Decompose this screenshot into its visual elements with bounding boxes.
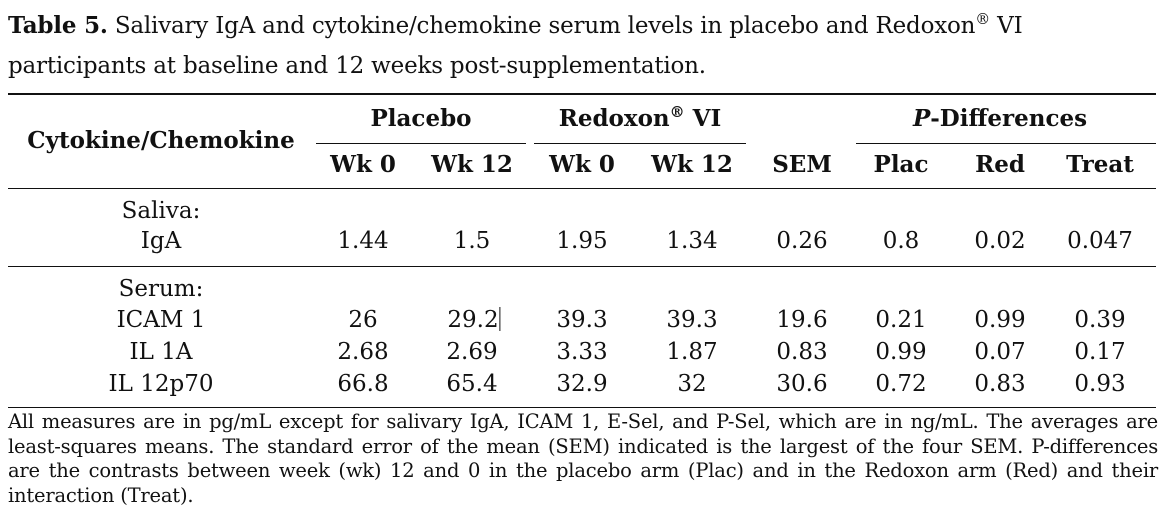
table-cell: 2.68 [337,339,389,365]
table-cell: 0.21 [875,307,927,333]
section-rule [8,266,1156,267]
table-cell: 65.4 [446,371,498,397]
table-cell: 39.3 [666,307,718,333]
table-cell: 2.69 [446,339,498,365]
table-footnote: All measures are in pg/mL except for salivary IgA, ICAM 1, E-Sel, and P-Sel, which are in ng/mL. The averages are least-squares means. The standard error of the mean (SEM) indicated is the largest of the four SEM. P-differences are the contrasts between week (wk) 12 and 0 in the placebo arm (Plac) and in the Redoxon arm (Red) and their interaction (Treat). [8,410,1158,507]
col-header: Wk 12 [431,151,513,178]
redoxon-group-rule [534,143,746,144]
table-cell: 0.93 [1074,371,1126,397]
col-header: Wk 12 [651,151,733,178]
caption-text: Salivary IgA and cytokine/chemokine serum levels in placebo and Redoxon [114,13,976,39]
table-cell: 1.44 [337,228,389,254]
row-label: ICAM 1 [116,307,206,333]
table-cell: 0.99 [974,307,1026,333]
table-cell: 19.6 [776,307,828,333]
table-cell: 0.8 [882,228,920,254]
table-cell: 0.83 [776,339,828,365]
group-header-placebo: Placebo [370,105,472,132]
table-cell: 32.9 [556,371,608,397]
table-cell: 0.07 [974,339,1026,365]
col-header: Red [975,151,1025,178]
table-cell-with-cursor [447,305,500,335]
table-cell: 0.83 [974,371,1026,397]
table-cell: 0.26 [776,228,828,254]
pdiff-group-rule [856,143,1156,144]
table-cell: 1.87 [666,339,718,365]
col-header: SEM [772,151,832,178]
table-cell: 39.3 [556,307,608,333]
table-cell: 26 [348,307,378,333]
bottom-rule [8,407,1156,408]
col-header: Plac [873,151,929,178]
row-header: Cytokine/Chemokine [27,127,295,154]
table-cell: 0.72 [875,371,927,397]
row-label: IgA [140,228,182,254]
text-cursor-icon [500,307,501,331]
table-cell: 0.02 [974,228,1026,254]
header-rule [8,188,1156,189]
section-title: Saliva: [121,198,201,224]
table-cell: 3.33 [556,339,608,365]
table-cell: 0.99 [875,339,927,365]
table-cell: 1.95 [556,228,608,254]
group-header-redoxon: Redoxon® VI [558,103,722,132]
col-header: Treat [1066,151,1134,178]
table-cell: 0.17 [1074,339,1126,365]
table-cell: 0.39 [1074,307,1126,333]
caption-label: Table 5. [8,12,108,39]
table-cell: 1.34 [666,228,718,254]
placebo-group-rule [316,143,526,144]
section-title: Serum: [118,276,204,302]
col-header: Wk 0 [549,151,615,178]
table-cell: 0.047 [1067,228,1133,254]
row-label: IL 1A [129,339,193,365]
top-rule [8,93,1156,95]
table-cell: 1.5 [453,228,491,254]
row-label: IL 12p70 [108,371,214,397]
group-header-pdiff: P-Differences [912,105,1088,132]
caption-text-end: VI participants at baseline and 12 weeks post-supplementation. [8,13,1023,79]
registered-mark: ® [669,103,685,121]
table-cell: 30.6 [776,371,828,397]
table-cell: 66.8 [337,371,389,397]
table-cell: 29.2 [447,307,499,333]
registered-mark: ® [975,10,991,28]
table-caption [8,6,1158,86]
col-header: Wk 0 [330,151,396,178]
table-cell: 32 [677,371,707,397]
